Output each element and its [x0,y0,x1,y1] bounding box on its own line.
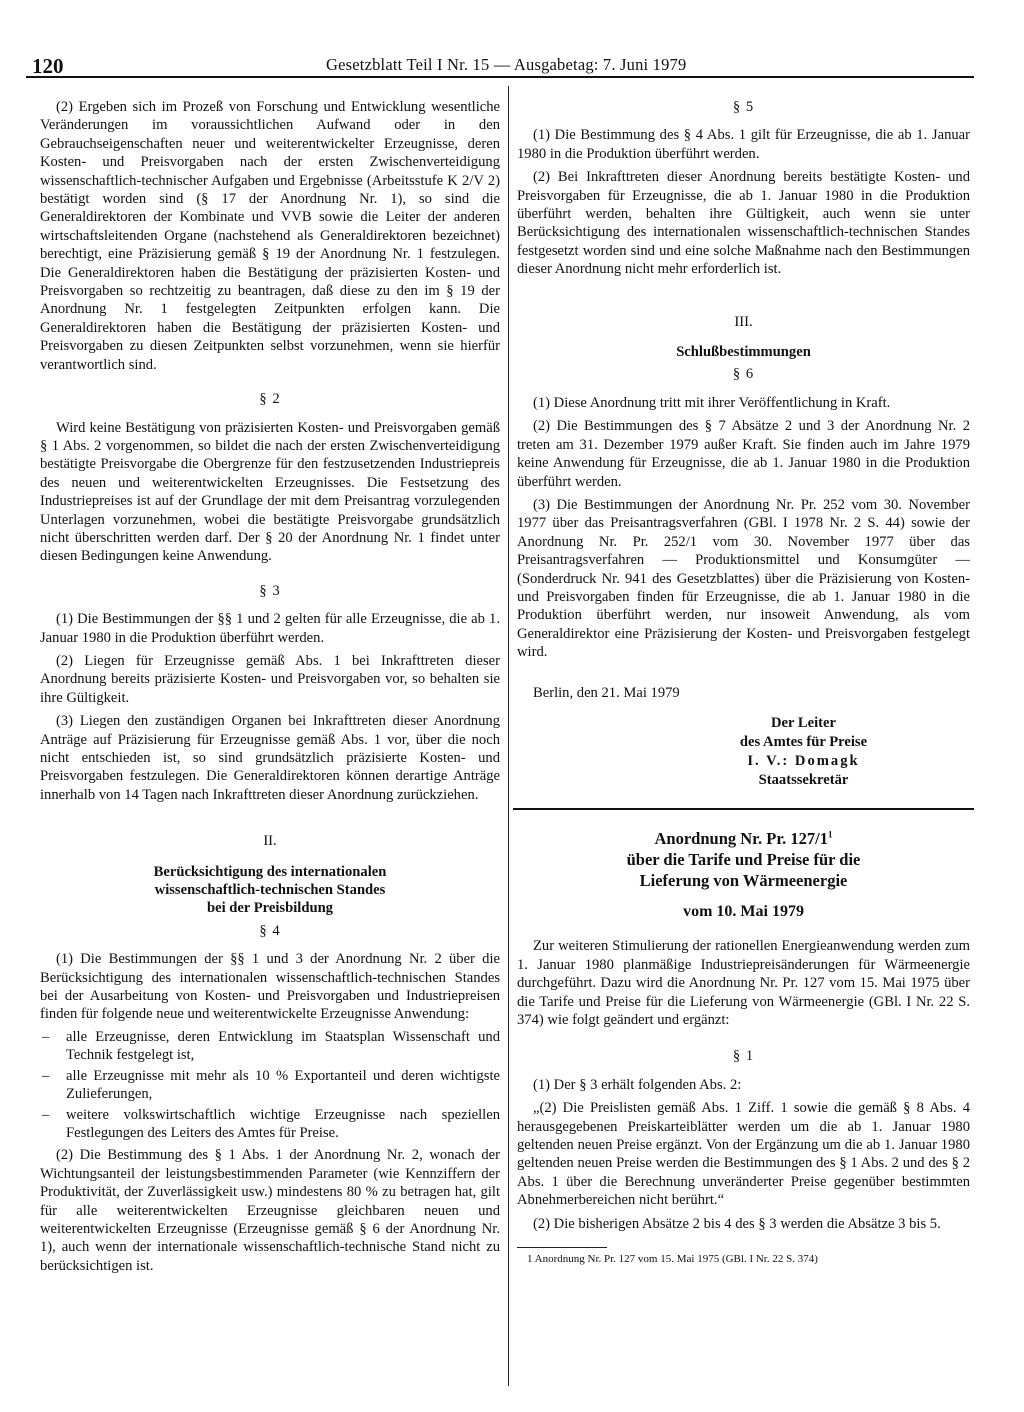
signatory-line1: Der Leiter [771,714,836,731]
part-ii-title-line1: Berücksichtigung des internationalen [153,863,387,880]
signature-block [517,684,970,790]
list-item: – alle Erzeugnisse mit mehr als 10 % Exportanteil und deren wichtigste Zulieferungen, [40,1067,500,1104]
ordinance-separator [513,808,974,810]
signatory-line2: des Amtes für Preise [739,733,868,750]
ordinance-s1-abs2: (2) Die bisherigen Absätze 2 bis 4 des § 3 werden die Absätze 3 bis 5. [533,1215,941,1232]
ordinance-title-line3: Lieferung von Wärmeenergie [639,870,848,890]
section-heading-2: § 2 [259,391,281,408]
ordinance-title-line1 [517,828,970,849]
paragraph-s3-abs1: (1) Die Bestimmungen der §§ 1 und 2 gelten für alle Erzeugnisse, die ab 1. Januar 1980 in die Produktion überführt werden. [40,611,500,646]
ordinance-s1-quoted: „(2) Die Preislisten gemäß Abs. 1 Ziff. 1 sowie die gemäß § 8 Abs. 4 herausgegebenen Preiskarteiblätter werden um die ab 1. Januar 1980 geltenden neuen Preise ergänzt. Von der Ergänzung um die ab 1. Januar 1980 geltenden neuen Preise werden die Bestimmungen des § 1 Abs. 2 und des § 2 Abs. 1 über die Berechnung unveränderter Preise gegenüber bestimmten Abnehmerbereichen nicht berührt.“ [517,1100,970,1209]
column-divider [508,86,509,1386]
ordinance-number: Anordnung Nr. Pr. 127/1 [654,828,828,848]
paragraph-s5-abs1: (1) Die Bestimmung des § 4 Abs. 1 gilt für Erzeugnisse, die ab 1. Januar 1980 in die Produktion überführt werden. [517,127,970,162]
section-heading-5: § 5 [732,99,755,115]
page-header [26,50,974,78]
footnote-rule [517,1247,607,1248]
ordinance-date: vom 10. Mai 1979 [683,902,804,920]
part-ii-title-line2: wissenschaftlich-technischen Standes [154,882,386,899]
signatory-title: Staatssekretär [758,771,849,788]
paragraph-s1-abs2: (2) Ergeben sich im Prozeß von Forschung und Entwicklung wesentliche Veränderungen im voraussichtlichen Aufwand oder in den Gebrauchseigenschaften neuer und weiterentwickelter Erzeugnisse, deren Kosten- und Preisvorgaben nach der ersten Zwischenverteidigung wissenschaftlich-technischer Aufgaben und Ergebnisse (Arbeitsstufe K 2/V 2) bestätigt worden sind (§ 17 der Anordnung Nr. 1), so sind die Generaldirektoren der Kombinate und VVB sowie die Leiter der anderen wirtschaftsleitenden Organe (nachstehend als Generaldirektoren bezeichnet) berechtigt, eine Präzisierung gemäß § 19 der Anordnung Nr. 1 festzulegen. Die Generaldirektoren haben die Bestätigung der präzisierten Kosten- und Preisvorgaben so rechtzeitig zu beantragen, daß diese zu den im § 19 der Anordnung Nr. 1 festgelegten Zeitpunkten erfolgen kann. Die Generaldirektoren haben die Bestätigung der präzisierten Kosten- und Preisvorgaben zu diesen Zeitpunkten selbst vorzunehmen, wenn sie hierfür verantwortlich sind. [40,99,500,373]
paragraph-s2: Wird keine Bestätigung von präzisierten Kosten- und Preisvorgaben gemäß § 1 Abs. 2 vorgenommen, so bildet die nach der ersten Zwischenverteidigung bestätigte Preisvorgabe die Obergrenze für den festzusetzenden Industriepreis des neuen und weiterentwickelten Erzeugnisses. Die Festsetzung des Industriepreises ist auf der Grundlage der mit dem Preisantrag vorzulegenden Unterlagen vorzunehmen, wobei die bestätigte Preisvorgabe grundsätzlich nicht überschritten werden darf. Der § 20 der Anordnung Nr. 1 findet unter diesen Bedingungen keine Anwendung. [40,419,500,565]
signature-place-date: Berlin, den 21. Mai 1979 [533,684,680,701]
paragraph-s4-abs2: (2) Die Bestimmung des § 1 Abs. 1 der Anordnung Nr. 2, wonach der Wichtungsanteil der leistungsbestimmenden Parameter (wie Kennziffern der Produktivität, der Zuverlässigkeit usw.) mindestens 80 % zu betragen hat, gilt für alle weiterentwickelten Erzeugnisse gleichbaren neuen und weiterentwickelten Erzeugnisse (Erzeugnisse gemäß § 6 der Anordnung Nr. 1), auch wenn der internationale wissenschaftlich-technische Stand nicht zu berücksichtigen ist. [40,1147,500,1274]
s4-list [40,1028,500,1142]
list-item: – alle Erzeugnisse, deren Entwicklung im Staatsplan Wissenschaft und Technik festgelegt ist, [40,1028,500,1065]
paragraph-s6-abs3: (3) Die Bestimmungen der Anordnung Nr. Pr. 252 vom 30. November 1977 über das Preisantragsverfahren (GBl. I 1978 Nr. 2 S. 44) sowie der Anordnung Nr. Pr. 252/1 vom 30. November 1977 über das Preisantragsverfahren — Produktionsmittel und Konsumgüter — (Sonderdruck Nr. 941 des Gesetzblattes) über die Präzisierung von Kosten- und Preisvorgaben finden für Erzeugnisse, die ab 1. Januar 1980 in die Produktion überführt werden, nur insoweit Anwendung, als vom Generaldirektor eine Präzisierung der Kosten- und Preisvorgaben festgelegt wird. [517,496,970,661]
part-ii-title-line3: bei der Preisbildung [207,900,333,917]
paragraph-s3-abs3: (3) Liegen den zuständigen Organen bei Inkrafttreten dieser Anordnung Anträge auf Präzisierung für Erzeugnisse gemäß Abs. 1 vor, über die noch nicht entschieden ist, so sind grundsätzlich präzisierte Kosten- und Preisvorgaben festzulegen. Die Generaldirektoren können derartige Anträge innerhalb von 14 Tagen nach Inkrafttreten dieser Anordnung zurückziehen. [40,713,500,803]
paragraph-s4-abs1: (1) Die Bestimmungen der §§ 1 und 3 der Anordnung Nr. 2 über die Berücksichtigung des internationalen wissenschaftlich-technischen Standes bei der Ausarbeitung von Kosten- und Preisvorgaben und Industriepreisen finden für folgende neue und weiterentwickelte Erzeugnisse Anwendung: [40,951,500,1023]
signatory [637,714,970,790]
part-iii-title: Schlußbestimmungen [676,344,811,361]
right-column [517,98,970,1266]
part-numeral-iii: III. [734,313,753,330]
ordinance-title-line2: über die Tarife und Preise für die [626,849,861,869]
ordinance-title [517,828,970,891]
section-heading-3: § 3 [259,582,281,599]
paragraph-s6-abs1: (1) Diese Anordnung tritt mit ihrer Veröffentlichung in Kraft. [533,394,891,411]
section-heading-4: § 4 [259,922,281,939]
running-head: Gesetzblatt Teil I Nr. 15 — Ausgabetag: 7. Juni 1979 [326,55,687,74]
paragraph-s5-abs2: (2) Bei Inkrafttreten dieser Anordnung bereits bestätigte Kosten- und Preisvorgaben für Erzeugnisse, die ab 1. Januar 1980 in die Produktion überführt werden, behalten ihre Gültigkeit, auch wenn sie unter Berücksichtigung des internationalen wissenschaftlich-technischen Standes festgesetzt worden sind und eine solche Maßnahme nach den Bestimmungen dieser Anordnung nicht mehr erforderlich ist. [517,169,970,278]
paragraph-s3-abs2: (2) Liegen für Erzeugnisse gemäß Abs. 1 bei Inkrafttreten dieser Anordnung bereits präzisierte Kosten- und Preisvorgaben vor, so behalten sie ihre Gültigkeit. [40,652,500,706]
ordinance-section-heading-1: § 1 [732,1048,755,1065]
paragraph-s6-abs2: (2) Die Bestimmungen des § 7 Absätze 2 und 3 der Anordnung Nr. 2 treten am 31. Dezember 1979 außer Kraft. Sie finden auch im Jahre 1979 keine Anwendung für Erzeugnisse, die ab 1. Januar 1980 in die Produktion überführt werden. [517,418,970,490]
part-ii-title [40,863,500,918]
list-item: – weitere volkswirtschaftlich wichtige Erzeugnisse nach speziellen Festlegungen des Leiters des Amtes für Preise. [40,1106,500,1143]
signatory-name: I. V.: Domagk [747,752,860,769]
part-numeral-ii: II. [263,833,277,850]
left-column [40,98,500,1280]
footnote: 1 Anordnung Nr. Pr. 127 vom 15. Mai 1975 (GBl. I Nr. 22 S. 374) [527,1253,818,1266]
ordinance-s1-abs1: (1) Der § 3 erhält folgenden Abs. 2: [533,1076,742,1093]
ordinance-preamble: Zur weiteren Stimulierung der rationellen Energieanwendung werden zum 1. Januar 1980 planmäßige Industriepreisänderungen für Wärmeenergie durchgeführt. Dazu wird die Anordnung Nr. Pr. 127 vom 15. Mai 1975 über die Tarife und Preise für die Lieferung von Wärmeenergie (GBl. I Nr. 22 S. 374) wie folgt geändert und ergänzt: [517,938,970,1028]
section-heading-6: § 6 [732,366,755,383]
page-number: 120 [32,54,64,78]
footnote-marker: 1 [827,829,833,840]
